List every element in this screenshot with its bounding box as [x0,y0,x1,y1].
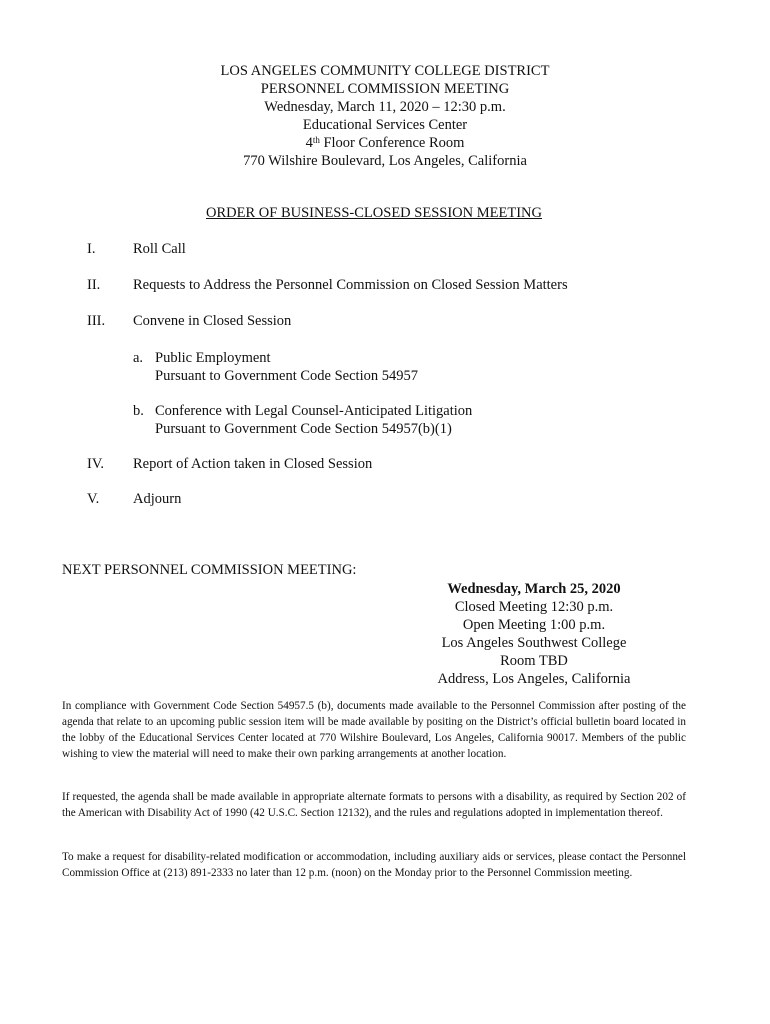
meeting-type: PERSONNEL COMMISSION MEETING [260,81,510,97]
agenda-item-number: IV. [87,456,105,472]
floor-ordinal: th [312,135,320,145]
next-meeting-details [400,580,668,688]
subitem-authority: Pursuant to Government Code Section 54957 [155,368,418,384]
subitem-title: Conference with Legal Counsel-Anticipated Litigation [155,403,473,419]
subitem-letter: b. [133,403,144,419]
subitem-authority: Pursuant to Government Code Section 54957(b)(1) [155,421,452,437]
agenda-item-number: II. [87,277,101,293]
disability-format-notice: If requested, the agenda shall be made available in appropriate alternate formats to persons with a disability, as required by Section 202 of the American with Disability Act of 1990 (42 U.S.C. Section 12132), and the rules and regulations adopted in implementation thereof. [62,791,686,819]
district-name: LOS ANGELES COMMUNITY COLLEGE DISTRICT [220,63,550,79]
next-meeting-open-time: Open Meeting 1:00 p.m. [462,617,606,633]
agenda-item-text: Requests to Address the Personnel Commission on Closed Session Matters [133,277,568,293]
accommodation-request-notice: To make a request for disability-related modification or accommodation, including auxiliary aids or services, please contact the Personnel Commission Office at (213) 891-2333 no later than 12 p.m. (noon) on the Monday prior to the Personnel Commission meeting. [62,851,686,879]
agenda-item-number: I. [87,241,96,257]
next-meeting-label: NEXT PERSONNEL COMMISSION MEETING: [62,562,357,578]
subitem-body [155,402,472,438]
subitem-body [155,349,418,385]
agenda-item-number: III. [87,313,106,329]
subitem-letter: a. [133,350,144,366]
next-meeting-room: Room TBD [500,653,568,669]
floor-number: 4 [305,135,313,151]
subitem-title: Public Employment [155,350,271,366]
meeting-address: 770 Wilshire Boulevard, Los Angeles, California [243,153,527,169]
agenda-item-text: Convene in Closed Session [133,313,292,329]
meeting-header [0,62,770,170]
agenda-item-text: Roll Call [133,241,186,257]
meeting-building: Educational Services Center [302,117,468,133]
next-meeting-closed-time: Closed Meeting 12:30 p.m. [454,599,614,615]
meeting-datetime: Wednesday, March 11, 2020 – 12:30 p.m. [264,99,506,115]
agenda-item-text: Adjourn [133,491,182,507]
floor-room-label: Floor Conference Room [319,135,465,151]
meeting-room [0,134,770,152]
next-meeting-location: Los Angeles Southwest College [441,635,627,651]
public-records-notice: In compliance with Government Code Section 54957.5 (b), documents made available to the Personnel Commission after posting of the agenda that relate to an upcoming public session item will be made available by positing on the District’s official bulletin board located in the lobby of the Educational Services Center located at 770 Wilshire Boulevard, Los Angeles, California 90017. Members of the public wishing to view the material will need to make their own parking arrangements at another location. [62,700,686,760]
agenda-item-text: Report of Action taken in Closed Session [133,456,373,472]
agenda-item-number: V. [87,491,100,507]
next-meeting-address: Address, Los Angeles, California [437,671,631,687]
order-of-business-title: ORDER OF BUSINESS-CLOSED SESSION MEETING [206,205,542,221]
next-meeting-date: Wednesday, March 25, 2020 [447,581,621,597]
